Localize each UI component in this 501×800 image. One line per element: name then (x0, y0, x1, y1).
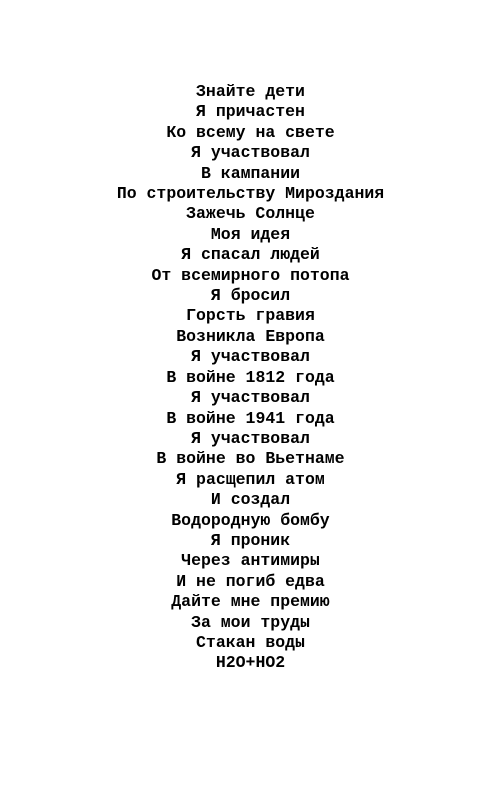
poem-line: Я участвовал (191, 143, 310, 163)
poem-line: Водородную бомбу (171, 510, 330, 530)
poem-line: Я проник (210, 530, 291, 550)
poem-line: Через антимиры (181, 551, 320, 571)
poem-line: Я спасал людей (181, 245, 320, 265)
poem-line: Зажечь Солнце (186, 204, 315, 224)
poem-line: За мои труды (191, 612, 310, 632)
poem-line: По строительству Мироздания (116, 184, 385, 204)
poem-line: И создал (210, 490, 291, 510)
poem-line: Стакан воды (196, 632, 305, 652)
poem (0, 82, 501, 674)
poem-line: Я участвовал (191, 347, 310, 367)
poem-line: Я причастен (196, 102, 305, 122)
poem-line: H2O+HO2 (215, 653, 286, 673)
poem-line: Дайте мне премию (171, 592, 330, 612)
poem-line: Моя идея (210, 224, 291, 244)
poem-line: Ко всему на свете (166, 122, 335, 142)
poem-line: В войне во Вьетнаме (156, 449, 345, 469)
poem-line: Я бросил (210, 286, 291, 306)
poem-line: От всемирного потопа (151, 265, 350, 285)
poem-line: Возникла Европа (176, 326, 325, 346)
poem-line: Я расщепил атом (176, 469, 325, 489)
poem-line: И не погиб едва (176, 571, 325, 591)
poem-line: Знайте дети (196, 82, 305, 101)
poem-line: Я участвовал (191, 388, 310, 408)
poem-line: Горсть гравия (186, 306, 315, 326)
poem-line: Я участвовал (191, 428, 310, 448)
poem-line: В войне 1812 года (166, 367, 335, 387)
poem-line: В кампании (200, 163, 301, 183)
poem-line: В войне 1941 года (166, 408, 335, 428)
